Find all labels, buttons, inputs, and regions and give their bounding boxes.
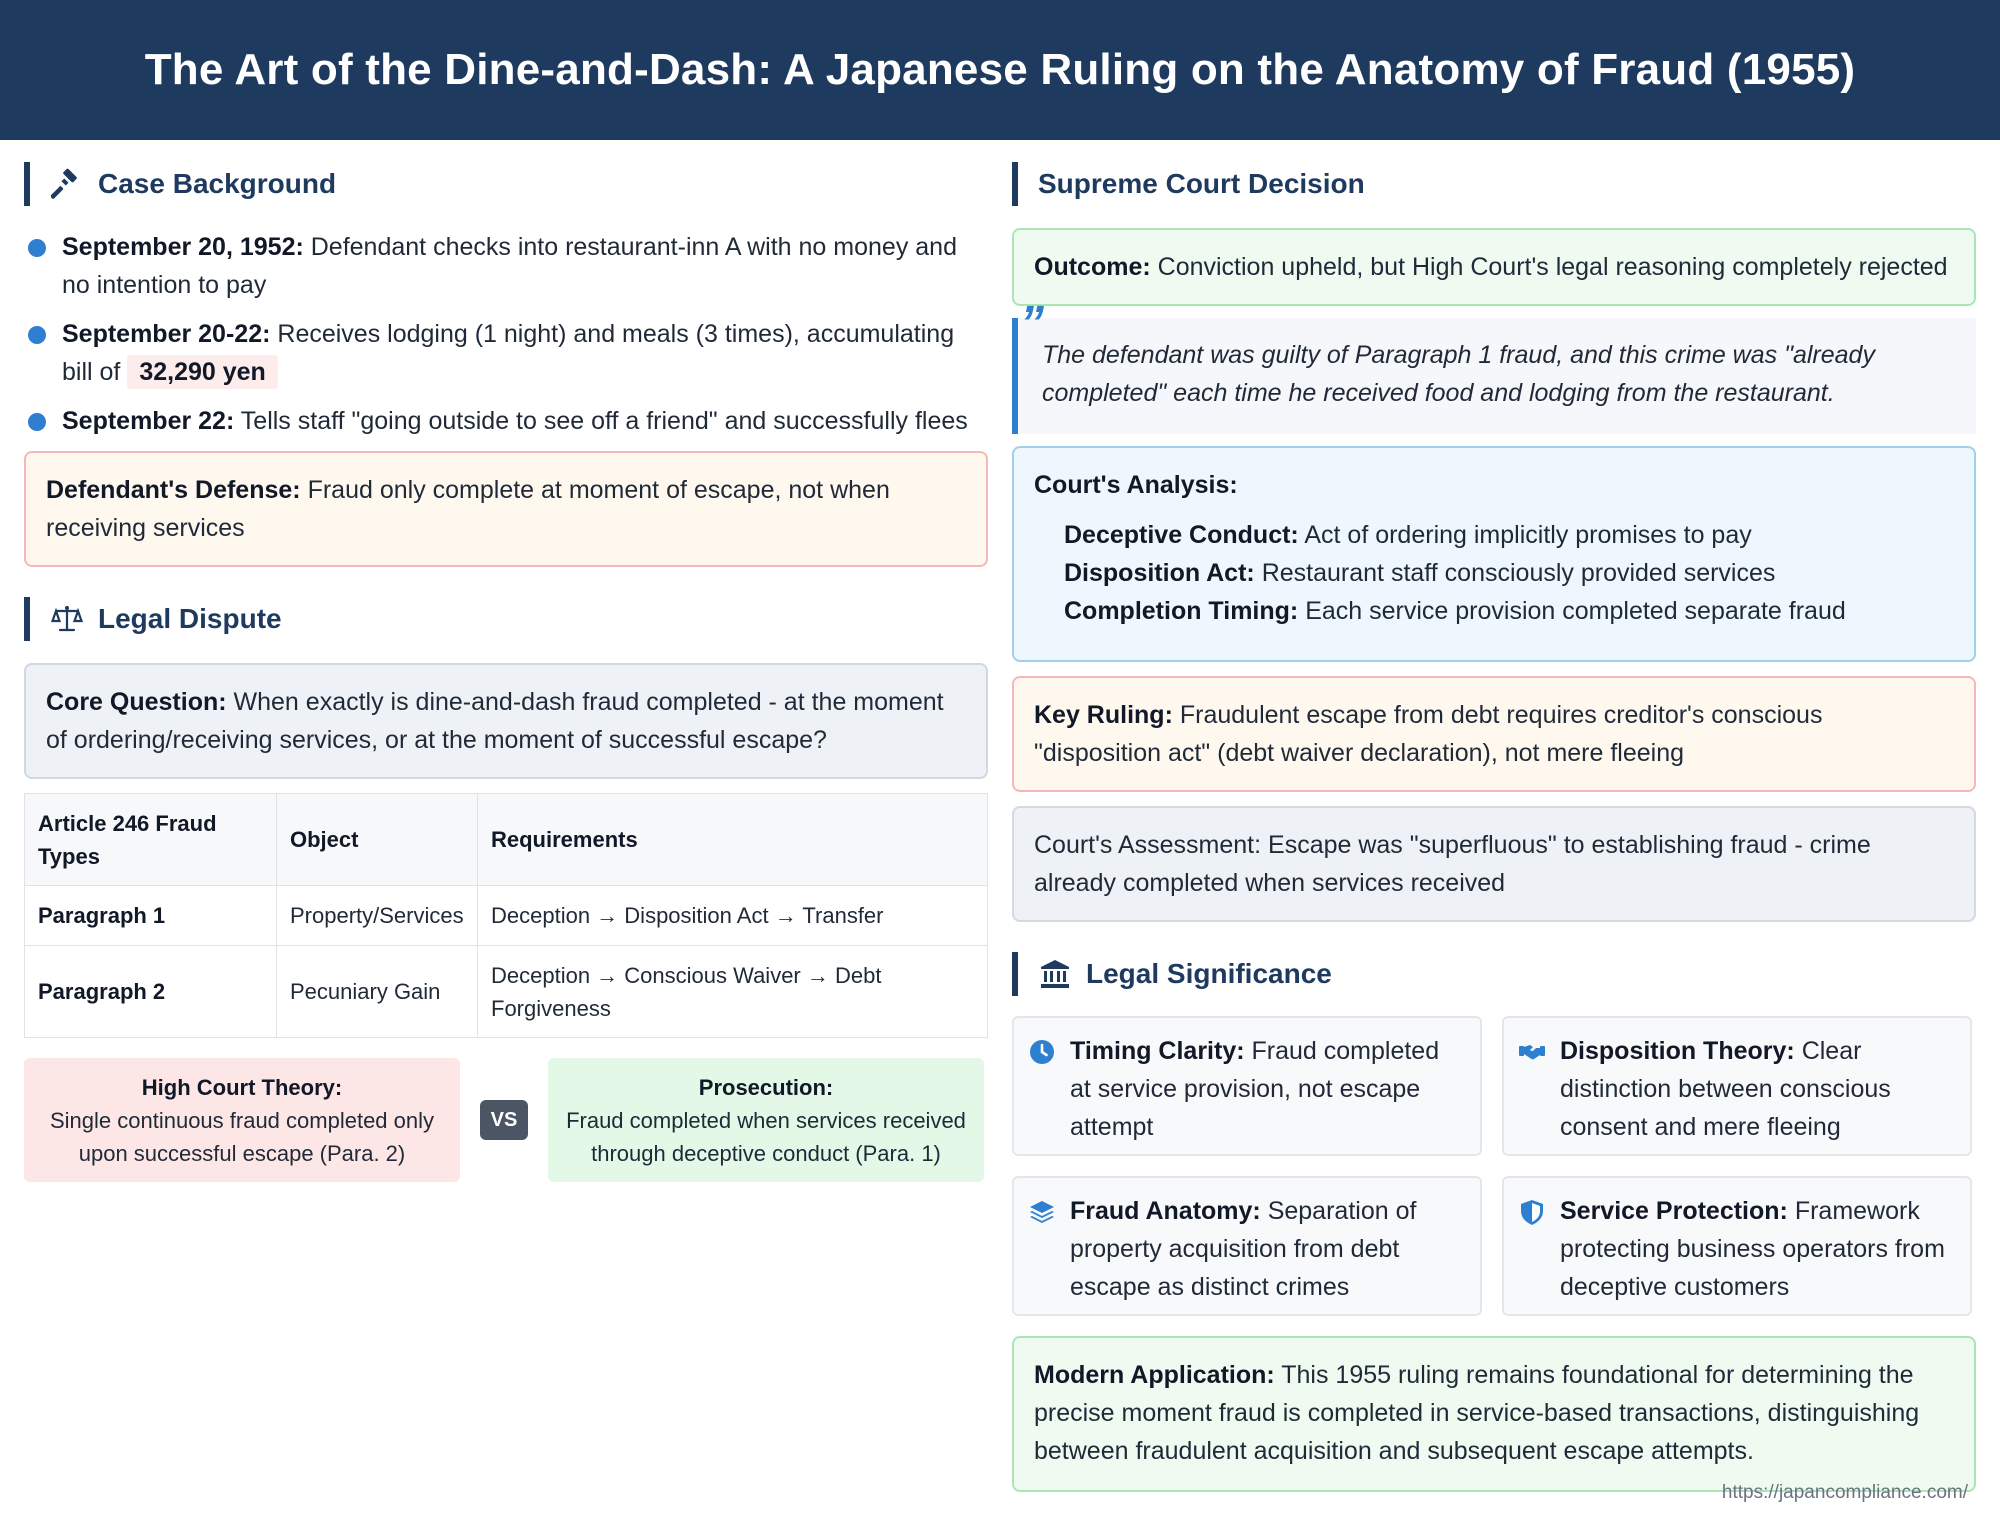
assessment-text: Court's Assessment: Escape was "superfluous" to establishing fraud - crime already completed when services received <box>1034 831 1871 897</box>
core-question-label: Core Question: <box>46 688 227 716</box>
significance-card <box>1502 1016 1972 1156</box>
card-label: Timing Clarity: <box>1070 1037 1245 1065</box>
analysis-item-label: Completion Timing: <box>1064 597 1299 625</box>
timeline-text: Defendant checks into restaurant-inn A with no money and no intention to pay <box>62 233 957 299</box>
table-row <box>25 886 988 946</box>
assessment-box <box>1012 806 1976 922</box>
modern-application-text: This 1955 ruling remains foundational for determining the precise moment fraud is completed in service-based transactions, distinguishing between fraudulent acquisition and subsequent escape attempts. <box>1034 1361 1920 1465</box>
bullet-dot-icon <box>28 326 46 344</box>
modern-application-label: Modern Application: <box>1034 1361 1275 1389</box>
prosecution-text: Fraud completed when services received through deceptive conduct (Para. 1) <box>566 1107 966 1166</box>
card-text: Separation of property acquisition from debt escape as distinct crimes <box>1070 1197 1417 1301</box>
analysis-item <box>1064 516 1954 554</box>
quote-mark-icon: ” <box>1020 297 1044 350</box>
footer-url: https://japancompliance.com/ <box>1721 1482 1968 1503</box>
prosecution-theory-card <box>548 1058 984 1182</box>
core-question-text: When exactly is dine-and-dash fraud completed - at the moment of ordering/receiving services, or at the moment of successful escape? <box>46 688 944 754</box>
timeline-text: Receives lodging (1 night) and meals (3 times), accumulating bill of <box>62 320 955 386</box>
significance-grid <box>1012 1016 1976 1316</box>
bullet-dot-icon <box>28 239 46 257</box>
left-column <box>24 162 988 1182</box>
theory-comparison <box>24 1058 988 1182</box>
quote-text: The defendant was guilty of Paragraph 1 fraud, and this crime was "already completed" each time he received food and lodging from the restaurant. <box>1042 341 1875 407</box>
defense-text: Fraud only complete at moment of escape, not when receiving services <box>46 476 890 542</box>
section-title-text: Legal Dispute <box>98 603 282 634</box>
table-cell: Deception → Conscious Waiver → Debt Forgiveness <box>478 946 988 1038</box>
table-row <box>25 946 988 1038</box>
fraud-types-table <box>24 793 988 1038</box>
key-ruling-box <box>1012 676 1976 792</box>
timeline-text: Tells staff "going outside to see off a friend" and successfully flees <box>240 407 968 435</box>
section-title-case-background <box>24 162 988 206</box>
card-label: Service Protection: <box>1560 1197 1788 1225</box>
outcome-text: Conviction upheld, but High Court's legal reasoning completely rejected <box>1157 253 1948 281</box>
layers-icon <box>1028 1192 1058 1302</box>
significance-card <box>1502 1176 1972 1316</box>
timeline-date: September 20-22: <box>62 320 271 348</box>
outcome-label: Outcome: <box>1034 253 1151 281</box>
page-title: The Art of the Dine-and-Dash: A Japanese Ruling on the Anatomy of Fraud (1955) <box>144 45 1856 94</box>
table-cell: Paragraph 2 <box>25 946 277 1038</box>
column-header: Article 246 Fraud Types <box>25 794 277 886</box>
analysis-item-text: Restaurant staff consciously provided services <box>1261 559 1776 587</box>
card-text: Fraud completed at service provision, not escape attempt <box>1070 1037 1440 1141</box>
table-header-row <box>25 794 988 886</box>
bullet-dot-icon <box>28 413 46 431</box>
timeline-item <box>24 315 988 391</box>
outcome-box <box>1012 228 1976 306</box>
section-title-supreme-court <box>1012 162 1976 206</box>
timeline-item <box>24 228 988 304</box>
section-title-text: Case Background <box>98 168 337 199</box>
table-cell: Paragraph 1 <box>25 886 277 946</box>
significance-card <box>1012 1176 1482 1316</box>
timeline-item <box>24 402 988 440</box>
timeline-date: September 20, 1952: <box>62 233 304 261</box>
significance-card <box>1012 1016 1482 1156</box>
card-text: Framework protecting business operators from deceptive customers <box>1560 1197 1945 1301</box>
analysis-item-label: Disposition Act: <box>1064 559 1255 587</box>
analysis-item <box>1064 554 1954 592</box>
high-court-label: High Court Theory: <box>141 1074 343 1100</box>
bill-amount-badge: 32,290 yen <box>127 355 278 389</box>
court-quote <box>1012 297 1976 434</box>
column-header: Object <box>277 794 478 886</box>
high-court-theory-card <box>24 1058 460 1182</box>
timeline-date: September 22: <box>62 407 235 435</box>
analysis-list <box>1034 516 1954 630</box>
high-court-text: Single continuous fraud completed only upon successful escape (Para. 2) <box>49 1107 435 1166</box>
right-column <box>1012 162 1976 1492</box>
card-text: Clear distinction between conscious consent and mere fleeing <box>1560 1037 1891 1141</box>
defense-label: Defendant's Defense: <box>46 476 301 504</box>
section-title-legal-dispute <box>24 597 988 641</box>
section-title-legal-significance <box>1012 952 1976 996</box>
core-question-box <box>24 663 988 779</box>
analysis-box <box>1012 446 1976 662</box>
handshake-icon <box>1518 1032 1548 1142</box>
table-cell: Pecuniary Gain <box>277 946 478 1038</box>
key-ruling-text: Fraudulent escape from debt requires creditor's conscious "disposition act" (debt waiver declaration), not mere fleeing <box>1034 701 1823 767</box>
card-label: Fraud Anatomy: <box>1070 1197 1261 1225</box>
scale-icon <box>50 602 84 636</box>
vs-badge: VS <box>480 1100 528 1140</box>
section-title-text: Supreme Court Decision <box>1038 168 1365 199</box>
analysis-item-label: Deceptive Conduct: <box>1064 521 1299 549</box>
page-header <box>0 0 2000 140</box>
clock-icon <box>1028 1032 1058 1142</box>
key-ruling-label: Key Ruling: <box>1034 701 1173 729</box>
bank-icon <box>1038 957 1072 991</box>
case-timeline <box>24 228 988 440</box>
card-label: Disposition Theory: <box>1560 1037 1795 1065</box>
gavel-icon <box>50 167 84 201</box>
analysis-item-text: Act of ordering implicitly promises to pay <box>1304 521 1752 549</box>
table-cell: Property/Services <box>277 886 478 946</box>
prosecution-label: Prosecution: <box>698 1074 834 1100</box>
table-cell: Deception → Disposition Act → Transfer <box>478 886 988 946</box>
analysis-title: Court's Analysis: <box>1034 471 1238 499</box>
section-title-text: Legal Significance <box>1086 958 1332 989</box>
shield-icon <box>1518 1192 1548 1302</box>
analysis-item-text: Each service provision completed separate fraud <box>1305 597 1846 625</box>
analysis-item <box>1064 592 1954 630</box>
column-header: Requirements <box>478 794 988 886</box>
modern-application-box <box>1012 1336 1976 1492</box>
defense-box <box>24 451 988 567</box>
